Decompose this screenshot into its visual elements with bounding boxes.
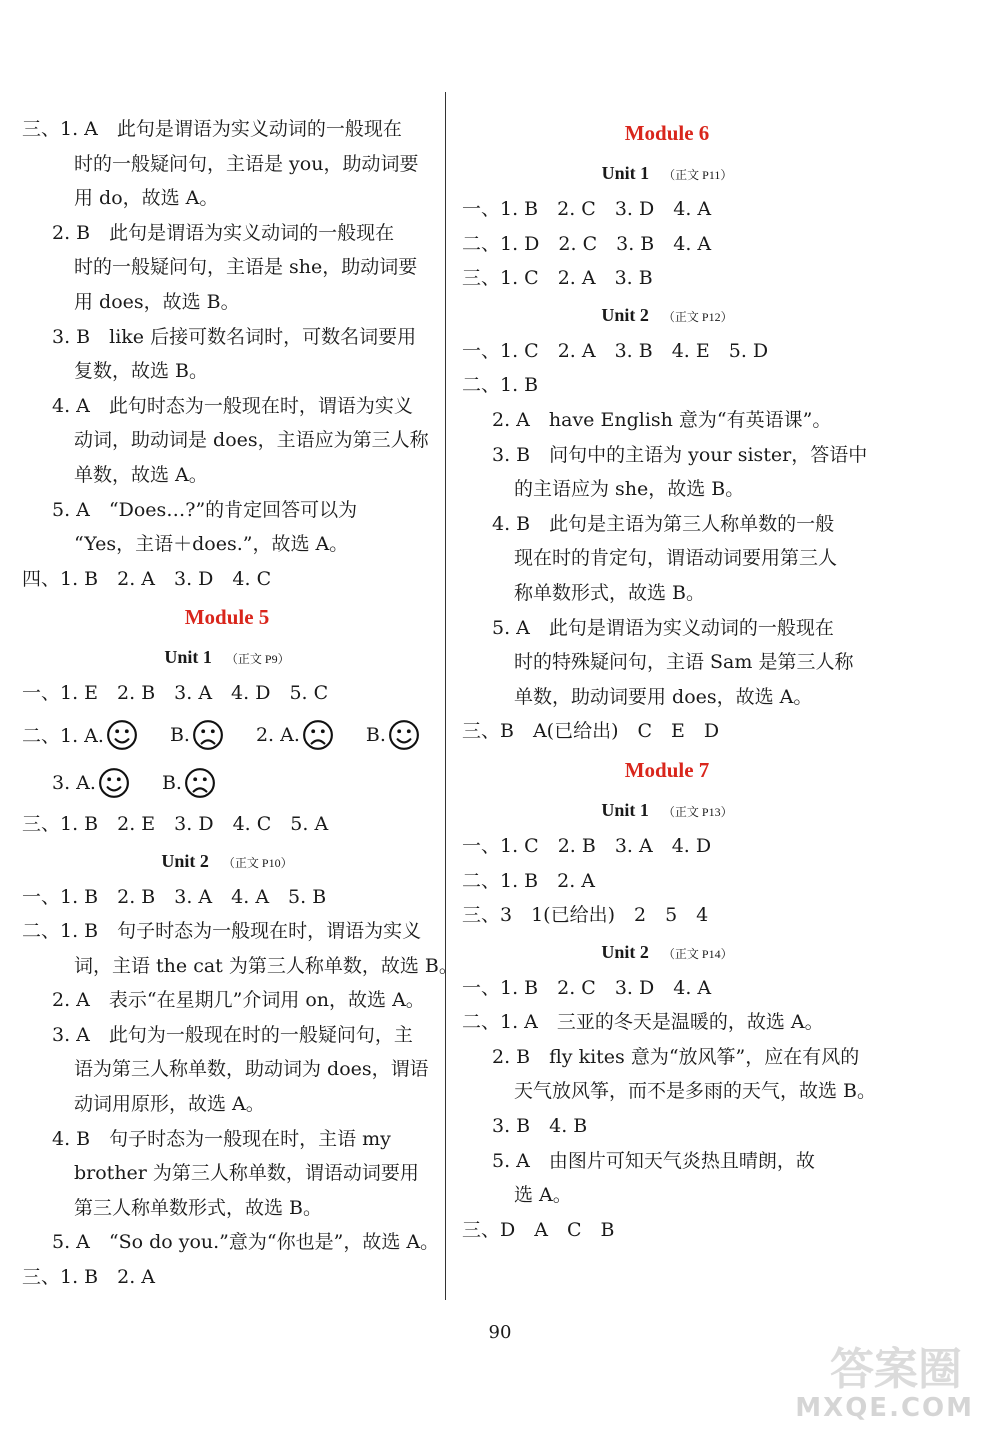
answer-line: 单数，故选 A。	[74, 463, 208, 486]
answer-line: 三、3 1(已给出) 2 5 4	[462, 904, 709, 927]
unit-name: Unit 1	[601, 799, 649, 820]
page-reference: （正文 P12）	[662, 309, 733, 324]
unit-heading	[462, 154, 872, 192]
option-label: B.	[365, 723, 386, 746]
unit-heading	[22, 638, 432, 676]
page-reference: （正文 P10）	[222, 855, 293, 870]
answer-line: 现在时的肯定句，谓语动词要用第三人	[514, 547, 838, 570]
answer-line: 5. A 此句是谓语为实义动词的一般现在	[492, 616, 834, 639]
answer-line: 一、1. C 2. A 3. B 4. E 5. D	[462, 339, 769, 362]
answer-line: 二、1. B 2. A	[462, 869, 596, 892]
answer-line: 第三人称单数形式，故选 B。	[74, 1196, 323, 1219]
face-answer-row	[22, 711, 432, 759]
answer-line: 复数，故选 B。	[74, 360, 209, 383]
page-reference: （正文 P11）	[663, 168, 733, 182]
answer-line: 称单数形式，故选 B。	[514, 581, 706, 604]
frown-icon	[184, 767, 216, 799]
answer-line: 5. A “So do you.”意为“你也是”，故选 A。	[52, 1231, 440, 1254]
answer-line: 一、1. C 2. B 3. A 4. D	[462, 834, 712, 857]
frown-icon	[302, 719, 334, 751]
answer-line: 一、1. E 2. B 3. A 4. D 5. C	[22, 682, 329, 705]
answer-line: 用 does，故选 B。	[74, 290, 240, 313]
unit-heading	[462, 296, 872, 334]
answer-line: 三、D A C B	[462, 1218, 615, 1241]
unit-heading	[462, 933, 872, 971]
answer-line: 三、1. B 2. A	[22, 1266, 156, 1289]
answer-line: 时的一般疑问句，主语是 she，助动词要	[74, 256, 418, 279]
module-heading: Module 5	[184, 605, 270, 630]
watermark-logo: 答案圈	[830, 1344, 962, 1395]
page-reference: （正文 P14）	[662, 946, 733, 961]
face-answer-row	[22, 759, 432, 807]
answer-line: 4. A 此句时态为一般现在时，谓语为实义	[52, 394, 413, 417]
answer-line: 动词，助动词是 does，主语应为第三人称	[74, 429, 429, 452]
answer-line: 语为第三人称单数，助动词为 does，谓语	[74, 1058, 429, 1081]
answer-line: 2. A have English 意为“有英语课”。	[492, 408, 832, 431]
left-column	[22, 112, 458, 1295]
answer-line: 三、B A(已给出) C E D	[462, 720, 720, 743]
answer-line: 时的一般疑问句，主语是 you，助动词要	[74, 152, 419, 175]
option-label: B.	[161, 771, 182, 794]
watermark-site: MXQE.COM	[795, 1393, 974, 1423]
unit-name: Unit 2	[601, 941, 649, 962]
answer-line: 2. B fly kites 意为“放风筝”，应在有风的	[492, 1045, 860, 1068]
answer-line: 天气放风筝，而不是多雨的天气，故选 B。	[514, 1080, 877, 1103]
module-heading: Module 6	[624, 121, 710, 145]
page-number: 90	[488, 1322, 512, 1343]
answer-line: 一、1. B 2. C 3. D 4. A	[462, 198, 712, 220]
answer-line: 二、1. B 句子时态为一般现在时，谓语为实义	[22, 920, 422, 943]
answer-line: 3. B like 后接可数名词时，可数名词要用	[52, 325, 417, 348]
smile-icon	[98, 767, 130, 799]
option-label: 3. A.	[52, 771, 96, 794]
answer-line: 时的特殊疑问句，主语 Sam 是第三人称	[514, 651, 854, 674]
answer-line: 4. B 此句是主语为第三人称单数的一般	[492, 512, 835, 535]
answer-line: 四、1. B 2. A 3. D 4. C	[22, 567, 272, 590]
answer-line: 二、1. A 三亚的冬天是温暖的，故选 A。	[462, 1011, 824, 1034]
smile-icon	[106, 719, 138, 751]
page-reference: （正文 P9）	[225, 652, 290, 667]
unit-name: Unit 1	[601, 163, 650, 183]
answer-line: 二、1. D 2. C 3. B 4. A	[462, 232, 712, 255]
page-reference: （正文 P13）	[662, 804, 733, 819]
module-heading: Module 7	[624, 757, 710, 782]
answer-line: 二、1. B	[462, 374, 539, 397]
answer-line: 的主语应为 she，故选 B。	[514, 478, 745, 501]
unit-name: Unit 1	[164, 647, 212, 668]
smile-icon	[388, 719, 420, 751]
answer-line: 词，主语 the cat 为第三人称单数，故选 B。	[74, 954, 458, 977]
answer-line: 三、1. A 此句是谓语为实义动词的一般现在	[22, 118, 402, 140]
option-label: 二、1. A.	[22, 725, 104, 748]
answer-line: 5. A 由图片可知天气炎热且晴朗，故	[492, 1149, 815, 1172]
answer-line: 一、1. B 2. C 3. D 4. A	[462, 976, 712, 999]
answer-line: 用 do，故选 A。	[74, 187, 219, 210]
answer-line: 三、1. B 2. E 3. D 4. C 5. A	[22, 812, 329, 835]
answer-line: 一、1. B 2. B 3. A 4. A 5. B	[22, 885, 327, 908]
option-label: B.	[169, 723, 190, 746]
answer-line: 3. B 问句中的主语为 your sister，答语中	[492, 443, 868, 466]
right-column	[462, 112, 877, 1247]
answer-line: 2. A 表示“在星期几”介词用 on，故选 A。	[52, 989, 425, 1012]
option-label: 2. A.	[255, 723, 300, 746]
answer-line: 2. B 此句是谓语为实义动词的一般现在	[52, 221, 395, 244]
frown-icon	[192, 719, 224, 751]
answer-line: “Yes，主语＋does.”，故选 A。	[74, 533, 349, 556]
column-divider	[445, 92, 446, 1300]
answer-line: 3. A 此句为一般现在时的一般疑问句，主	[52, 1023, 413, 1046]
answer-line: brother 为第三人称单数，谓语动词要用	[74, 1162, 419, 1185]
answer-line: 4. B 句子时态为一般现在时，主语 my	[52, 1127, 391, 1150]
answer-line: 三、1. C 2. A 3. B	[462, 267, 653, 290]
unit-heading	[22, 842, 432, 880]
unit-name: Unit 2	[161, 850, 209, 871]
watermark	[770, 1333, 980, 1423]
answer-line: 动词用原形，故选 A。	[74, 1093, 265, 1116]
answer-line: 3. B 4. B	[492, 1115, 588, 1138]
answer-line: 单数，助动词要用 does，故选 A。	[514, 685, 813, 708]
unit-name: Unit 2	[601, 304, 649, 325]
answer-line: 选 A。	[514, 1184, 572, 1207]
unit-heading	[462, 791, 872, 829]
answer-line: 5. A “Does…?”的肯定回答可以为	[52, 498, 358, 521]
